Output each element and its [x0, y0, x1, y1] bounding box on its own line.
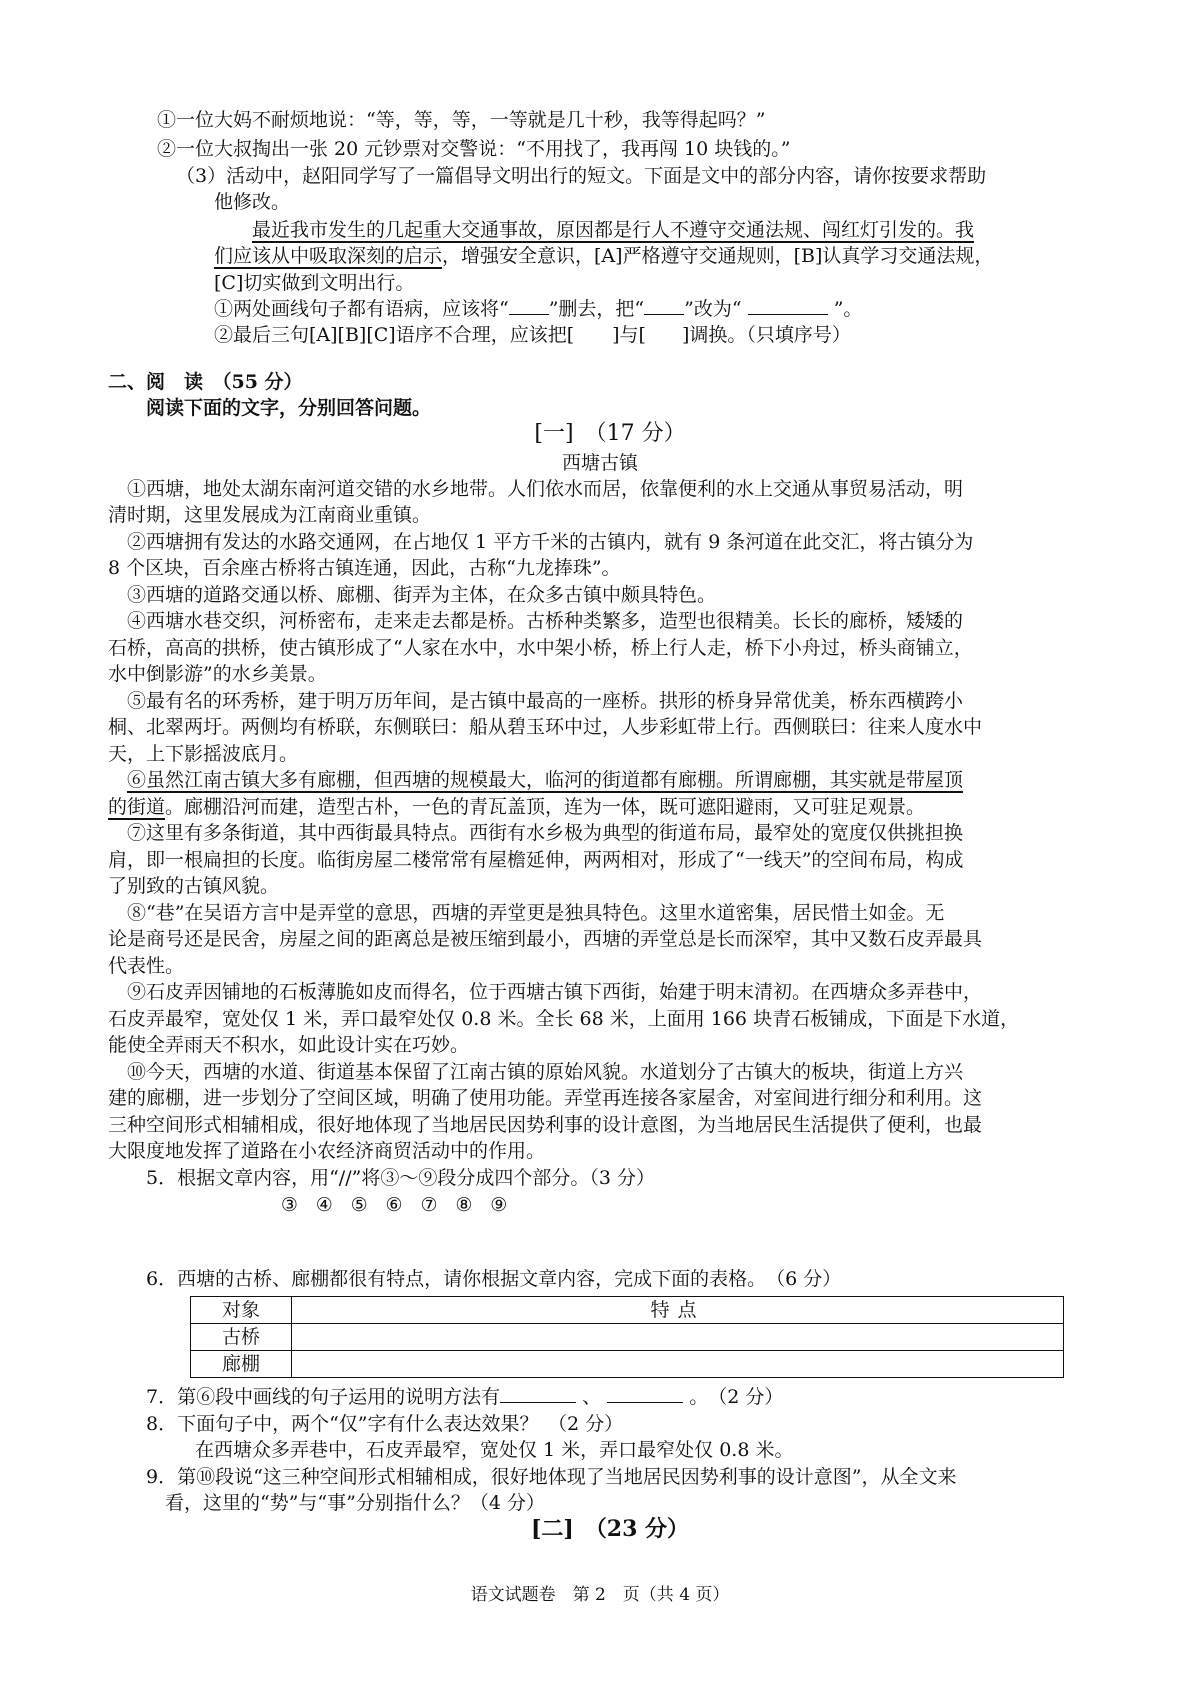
mark-4[interactable]: ④ [315, 1194, 333, 1216]
para2-line2: 8 个区块，百余座古桥将古镇连通，因此，古称“九龙捧珠”。 [108, 557, 621, 579]
question-9-line1: 9．第⑩段说“这三种空间形式相辅相成，很好地体现了当地居民因势利事的设计意图”，从全文来 [146, 1466, 957, 1488]
para10-line2: 建的廊棚，进一步划分了空间区域，明确了使用功能。弄堂再连接各家屋舍，对室间进行细分和利用。这 [108, 1087, 983, 1109]
question-9-line2: 看，这里的“势”与“事”分别指什么？（4 分） [165, 1492, 545, 1514]
para9-line1: ⑨石皮弄因铺地的石板薄脆如皮而得名，位于西塘古镇下西街，始建于明末清初。在西塘众多弄巷中， [127, 981, 983, 1003]
para4-line2: 石桥，高高的拱桥，使古镇形成了“人家在水中，水中架小桥，桥上行人走，桥下小舟过，桥头商铺立， [108, 637, 973, 659]
passage-underlined: 们应该从中吸取深刻的启示 [214, 245, 443, 267]
q7-blank-2[interactable] [607, 1384, 683, 1403]
question-6: 6．西塘的古桥、廊棚都很有特点，请你根据文章内容，完成下面的表格。 （6 分） [146, 1268, 842, 1290]
passage-line-1: 最近我市发生的几起重大交通事故，原因都是行人不遵守交通法规、闯红灯引发的。我 [252, 219, 975, 241]
mark-6[interactable]: ⑥ [385, 1194, 403, 1216]
table-header-row [191, 1297, 1064, 1324]
task-2 [214, 322, 851, 348]
para2-line1: ②西塘拥有发达的水路交通网，在占地仅 1 平方千米的古镇内，就有 9 条河道在此交汇，将古镇分为 [127, 531, 974, 553]
blank-replace-from[interactable] [644, 296, 684, 315]
blank-replace-to[interactable] [748, 296, 828, 315]
table-cell-corridor: 廊棚 [191, 1351, 292, 1378]
task1-text-a: ①两处画线句子都有语病，应该将“ [214, 298, 509, 320]
task-1 [214, 296, 862, 322]
task2-text-c: ]调换。（只填序号） [681, 324, 851, 346]
blank-delete[interactable] [509, 296, 549, 315]
q7-blank-1[interactable] [500, 1384, 576, 1403]
para1-line1: ①西塘，地处太湖东南河道交错的水乡地带。人们依水而居，依靠便利的水上交通从事贸易活动，明 [127, 478, 964, 500]
task1-text-d: ”。 [833, 298, 863, 320]
para6-line2 [108, 794, 925, 820]
para7-line1: ⑦这里有多条街道，其中西街最具特点。西街有水乡极为典型的街道布局，最窄处的宽度仅供挑担换 [127, 822, 964, 844]
q7-text-b: 、 [582, 1386, 602, 1408]
para5-line1: ⑤最有名的环秀桥，建于明万历年间，是古镇中最高的一座桥。拱形的桥身异常优美，桥东西横跨小 [127, 690, 964, 712]
feature-table [190, 1296, 1064, 1378]
page-footer: 语文试题卷 第 2 页（共 4 页） [470, 1585, 730, 1605]
question-8: 8．下面句子中，两个“仅”字有什么表达效果？ （2 分） [146, 1413, 624, 1435]
para6-rest: 。廊棚沿河而建，造型古朴，一色的青瓦盖顶，连为一体，既可遮阳避雨，又可驻足观景。 [165, 796, 926, 818]
question-5: 5．根据文章内容，用“//”将③～⑨段分成四个部分。（3 分） [146, 1167, 655, 1189]
q7-text-a: 7．第⑥段中画线的句子运用的说明方法有 [146, 1386, 501, 1408]
question-7 [146, 1384, 783, 1410]
para9-line2: 石皮弄最窄，宽处仅 1 米，弄口最窄处仅 0.8 米。全长 68 米，上面用 166 块青石板铺成，下面是下水道， [108, 1008, 1020, 1030]
passage-rest: ，增强安全意识，[A]严格遵守交通规则，[B]认真学习交通法规， [442, 245, 994, 267]
para8-line2: 论是商号还是民舍，房屋之间的距离总是被压缩到最小，西塘的弄堂总是长而深窄，其中又数石皮弄最具 [108, 928, 983, 950]
para5-line3: 天，上下影摇波底月。 [108, 743, 299, 765]
sub2-heading: [二] （23 分） [530, 1516, 690, 1542]
section-instruction: 阅读下面的文字，分别回答问题。 [146, 397, 432, 419]
para4-line3: 水中倒影游”的水乡美景。 [108, 663, 327, 685]
para10-line1: ⑩今天，西塘的水道、街道基本保留了江南古镇的原始风貌。水道划分了古镇大的板块，街道上方兴 [127, 1061, 964, 1083]
q7-text-c: 。 （2 分） [689, 1386, 784, 1408]
para10-line3: 三种空间形式相辅相成，很好地体现了当地居民因势利事的设计意图，为当地居民生活提供了便利，也最 [108, 1114, 983, 1136]
para7-line2: 肩，即一根扁担的长度。临街房屋二楼常常有屋檐延伸，两两相对，形成了“一线天”的空间布局，构成 [108, 849, 964, 871]
mark-7[interactable]: ⑦ [420, 1194, 438, 1216]
section-title: 二、阅 读 （55 分） [108, 371, 303, 393]
task2-text-a: ②最后三句[A][B][C]语序不合理，应该把[ [214, 324, 575, 346]
table-answer-bridge[interactable] [292, 1324, 1064, 1351]
para6-underlined-line1: ⑥虽然江南古镇大多有廊棚，但西塘的规模最大，临河的街道都有廊棚。所谓廊棚，其实就是带屋顶 [127, 769, 964, 791]
para6-underlined-end: 的街道 [108, 796, 166, 818]
article-title: 西塘古镇 [561, 452, 638, 474]
para4-line1: ④西塘水巷交织，河桥密布，走来走去都是桥。古桥种类繁多，造型也很精美。长长的廊桥，矮矮的 [127, 610, 964, 632]
mark-3[interactable]: ③ [280, 1194, 298, 1216]
passage-line-2 [214, 243, 993, 269]
q8-quote: 在西塘众多弄巷中，石皮弄最窄，宽处仅 1 米，弄口最窄处仅 0.8 米。 [195, 1439, 794, 1461]
para10-line4: 大限度地发挥了道路在小农经济商贸活动中的作用。 [108, 1140, 546, 1162]
table-row [191, 1324, 1064, 1351]
table-header-object: 对象 [191, 1297, 292, 1324]
table-header-feature: 特点 [292, 1297, 1064, 1324]
table-row [191, 1351, 1064, 1378]
q5-paragraph-marks[interactable] [278, 1192, 510, 1218]
q3-intro-2: 他修改。 [214, 191, 291, 213]
task1-text-b: ”删去，把“ [548, 298, 645, 320]
para3-line1: ③西塘的道路交通以桥、廊棚、街弄为主体，在众多古镇中颇具特色。 [127, 584, 717, 606]
para1-line2: 清时期，这里发展成为江南商业重镇。 [108, 504, 432, 526]
q3-intro-1: （3）活动中，赵阳同学写了一篇倡导文明出行的短文。下面是文中的部分内容，请你按要求帮助 [176, 165, 987, 187]
task2-text-b: ]与[ [612, 324, 646, 346]
para7-line3: 了别致的古镇风貌。 [108, 875, 280, 897]
mark-8[interactable]: ⑧ [455, 1194, 473, 1216]
mark-9[interactable]: ⑨ [490, 1194, 508, 1216]
sub1-heading: [一] （17 分） [534, 421, 686, 446]
para8-line1: ⑧“巷”在吴语方言中是弄堂的意思，西塘的弄堂更是独具特色。这里水道密集，居民惜土如金。无 [127, 902, 945, 924]
para9-line3: 能使全弄雨天不积水，如此设计实在巧妙。 [108, 1034, 470, 1056]
mark-5[interactable]: ⑤ [350, 1194, 368, 1216]
task1-text-c: ”改为“ [684, 298, 742, 320]
table-cell-bridge: 古桥 [191, 1324, 292, 1351]
q2-line-2: ②一位大叔掏出一张 20 元钞票对交警说：“不用找了，我再闯 10 块钱的。” [157, 138, 791, 160]
q2-line-1: ①一位大妈不耐烦地说：“等，等，等，一等就是几十秒，我等得起吗？” [157, 109, 766, 131]
para8-line3: 代表性。 [108, 955, 185, 977]
para5-line2: 桐、北翠两圩。两侧均有桥联，东侧联曰：船从碧玉环中过，人步彩虹带上行。西侧联曰：往来人度水中 [108, 716, 983, 738]
passage-line-3: [C]切实做到文明出行。 [214, 272, 415, 294]
table-answer-corridor[interactable] [292, 1351, 1064, 1378]
